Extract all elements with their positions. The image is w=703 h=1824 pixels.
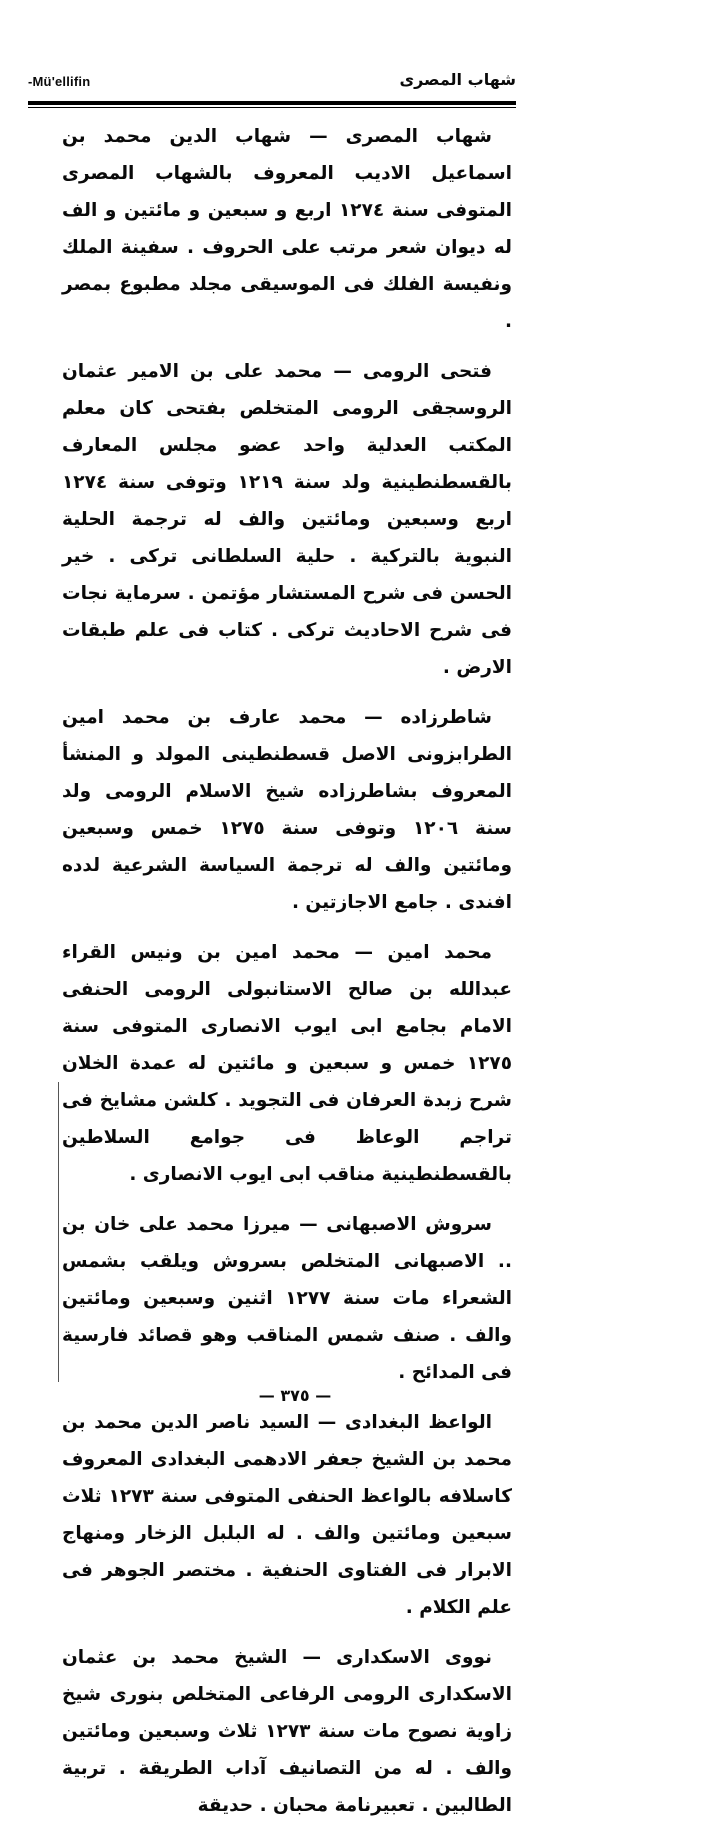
entry-al-waiz-al-baghdadi: الواعظ البغدادى — السيد ناصر الدين محمد بن محمد بن الشيخ جعفر الادهمى البغدادى المعروف كاسلافه بالواعظ الحنفى المتوفى سنة ١٢٧٣ ثلاث سبعين ومائتين والف . له البلبل الزخار ومنهاج الابرار فى الفتاوى الحنفية . مختصر الجوهر فى علم الكلام . — [62, 1412, 513, 1618]
biography-entries — [62, 118, 512, 1824]
header-rule-thick — [28, 101, 516, 105]
entry-muhammad-amin: محمد امين — محمد امين بن ونيس القراء عبدالله بن صالح الاستانبولى الرومى الحنفى الامام بجامع ابى ايوب الانصارى المتوفى سنة ١٢٧٥ خمس و سبعين و مائتين له عمدة الخلان شرح زبدة العرفان فى التجويد . كلشن مشايخ فى تراجم الوعاظ فى جوامع السلاطين بالقسطنطينية مناقب ابى ايوب الانصارى . — [62, 942, 512, 1185]
entry-shihab-al-misri: شهاب المصرى — شهاب الدين محمد بن اسماعيل الاديب المعروف بالشهاب المصرى المتوفى سنة ١٢٧٤ اربع و سبعين و مائتين و الف له ديوان شعر مرتب على الحروف . سفينة الملك ونفيسة الفلك فى الموسيقى مجلد مطبوع بمصر . — [62, 126, 512, 332]
header-rule-thin — [28, 107, 516, 108]
entry-nuri-al-uskudari: نووى الاسكدارى — الشيخ محمد بن عثمان الاسكدارى الرومى الرفاعى المتخلص بنورى شيخ زاوية نصوح مات سنة ١٢٧٣ ثلاث وسبعين ومائتين والف . له من التصانيف آداب الطريقة . تربية الطالبين . تعبيرنامة محبان . حديقة — [62, 1647, 513, 1816]
entry-fathi-al-rumi: فتحى الرومى — محمد على بن الامير عثمان الروسجقى الرومى المتخلص بفتحى كان معلم المكتب العدلية واحد عضو مجلس المعارف بالقسطنطينية ولد سنة ١٢١٩ وتوفى سنة ١٢٧٤ اربع وسبعين ومائتين والف له ترجمة الحلية النبوية بالتركية . حلية السلطانى تركى . خير الحسن فى شرح المستشار مؤتمن . سرماية نجات فى شرح الاحاديث تركى . كتاب فى علم طبقات الارض . — [62, 361, 512, 678]
scan-margin-line — [58, 1082, 59, 1382]
running-header — [28, 70, 516, 100]
running-head-latin: -Mü'ellifin — [28, 74, 91, 89]
entry-shatirzade: شاطرزاده — محمد عارف بن محمد امين الطرابزونى الاصل قسطنطينى المولد و المنشأ المعروف بشاطرزاده شيخ الاسلام الرومى ولد سنة ١٢٠٦ وتوفى سنة ١٢٧٥ خمس وسبعين ومائتين والف له ترجمة السياسة الشرعية لدده افندى . جامع الاجازتين . — [62, 707, 512, 913]
entry-sarush-al-isbahani: سروش الاصبهانى — ميرزا محمد على خان بن .. الاصبهانى المتخلص بسروش ويلقب بشمس الشعراء مات سنة ١٢٧٧ اثنين وسبعين ومائتين والف . صنف شمس المناقب وهو قصائد فارسية فى المدائح . — [62, 1214, 512, 1383]
running-head-arabic: شهاب المصرى — [399, 70, 516, 89]
page-number: — ٣٧٥ — — [258, 1386, 332, 1405]
